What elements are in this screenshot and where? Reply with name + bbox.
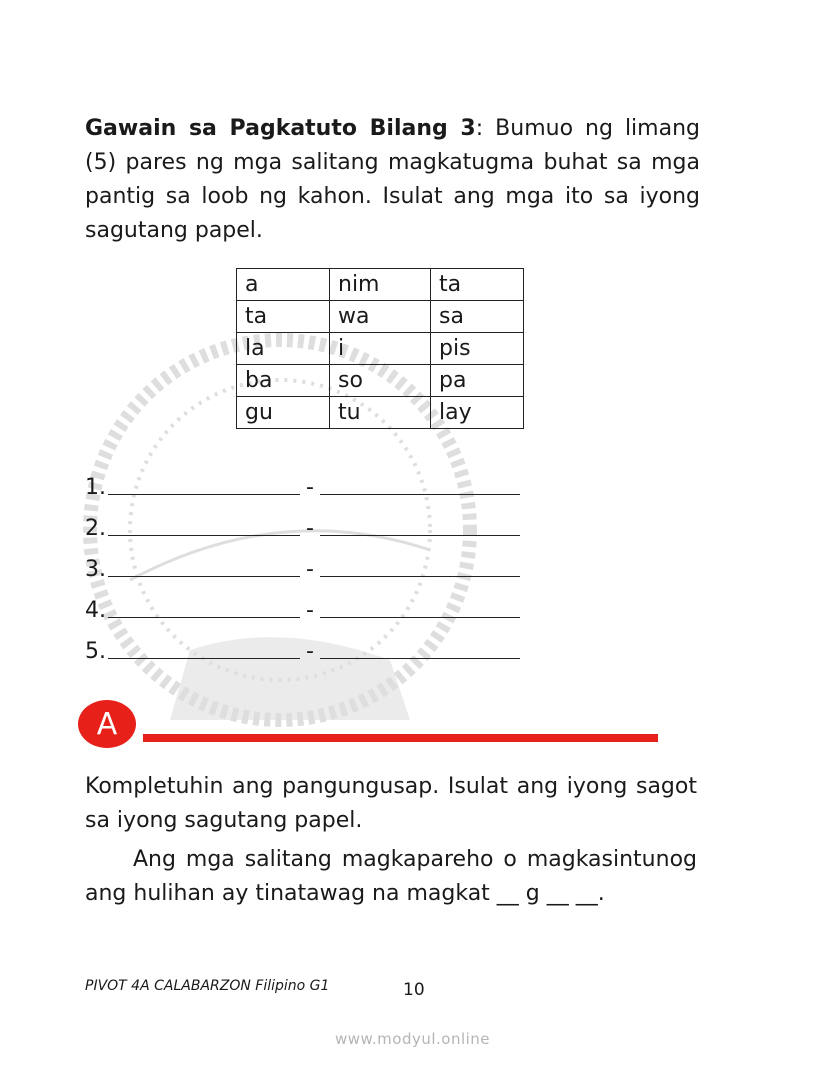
table-row [237, 269, 524, 301]
syllable-table [236, 268, 524, 429]
answer-line-5 [85, 630, 520, 664]
activity-body: : Bumuo ng limang (5) pares ng mga salitang magkatugma buhat sa mga pantig sa loob ng kahon. Isulat ang mga ito sa iyong sagutang papel. [85, 116, 700, 243]
answer-blank[interactable] [320, 534, 520, 536]
answer-dash: - [306, 475, 314, 500]
answer-number: 5. [85, 639, 106, 664]
table-cell: ta [237, 301, 330, 333]
answer-blank[interactable] [108, 657, 300, 659]
answer-dash: - [306, 639, 314, 664]
table-cell: a [237, 269, 330, 301]
table-cell: sa [431, 301, 524, 333]
table-cell: tu [330, 397, 431, 429]
table-cell: ba [237, 365, 330, 397]
section-badge [78, 700, 136, 748]
answer-blank[interactable] [108, 616, 300, 618]
answer-blank[interactable] [108, 575, 300, 577]
answer-line-1 [85, 466, 520, 500]
table-row [237, 365, 524, 397]
table-cell: wa [330, 301, 431, 333]
answer-line-4 [85, 589, 520, 623]
table-cell: gu [237, 397, 330, 429]
section-letter: A [96, 706, 118, 742]
answer-dash: - [306, 516, 314, 541]
table-cell: so [330, 365, 431, 397]
table-cell: pa [431, 365, 524, 397]
fill-in-sentence: Ang mga salitang magkapareho o magkasintunog ang hulihan ay tinatawag na magkat __ g __ __. [85, 847, 697, 906]
table-row [237, 397, 524, 429]
answer-number: 2. [85, 516, 106, 541]
footer-module-title: PIVOT 4A CALABARZON Filipino G1 [85, 978, 330, 994]
answer-dash: - [306, 557, 314, 582]
activity-title: Gawain sa Pagkatuto Bilang 3 [85, 116, 476, 141]
answer-blank[interactable] [320, 493, 520, 495]
table-cell: pis [431, 333, 524, 365]
website-watermark: www.modyul.online [334, 1030, 491, 1048]
answer-blank[interactable] [320, 657, 520, 659]
table-cell: i [330, 333, 431, 365]
answer-line-3 [85, 548, 520, 582]
answer-blank[interactable] [320, 575, 520, 577]
table-cell: la [237, 333, 330, 365]
section-divider [143, 734, 658, 742]
answer-blank[interactable] [108, 534, 300, 536]
page-number: 10 [403, 980, 425, 1000]
table-cell: lay [431, 397, 524, 429]
table-row [237, 333, 524, 365]
answer-number: 1. [85, 475, 106, 500]
activity-paragraph [85, 112, 700, 248]
answer-number: 3. [85, 557, 106, 582]
table-cell: nim [330, 269, 431, 301]
answer-number: 4. [85, 598, 106, 623]
answer-blank[interactable] [108, 493, 300, 495]
answer-dash: - [306, 598, 314, 623]
answer-blank[interactable] [320, 616, 520, 618]
table-cell: ta [431, 269, 524, 301]
instruction-text: Kompletuhin ang pangungusap. Isulat ang iyong sagot sa iyong sagutang papel. [85, 774, 697, 833]
table-row [237, 301, 524, 333]
answer-line-2 [85, 507, 520, 541]
